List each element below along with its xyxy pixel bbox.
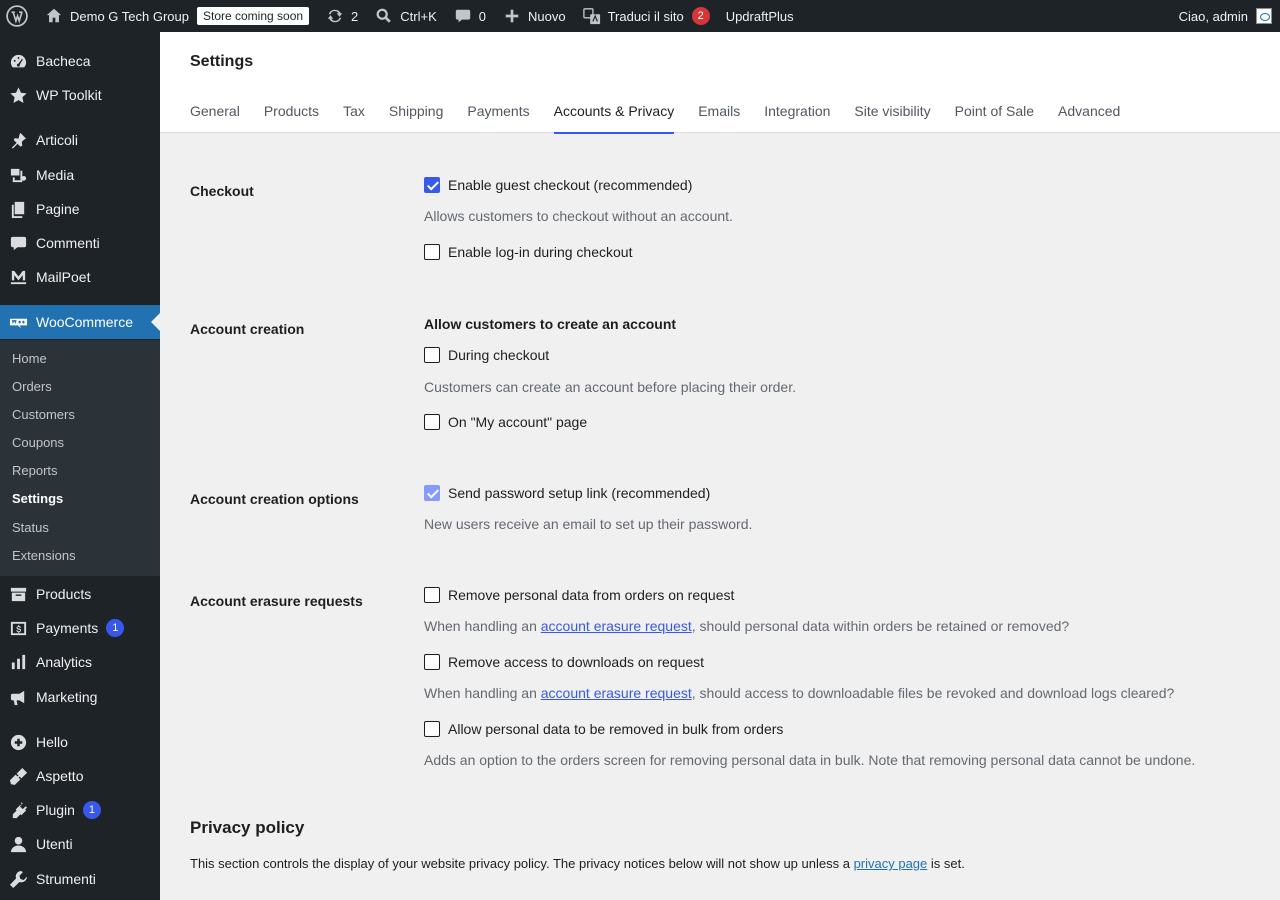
home-icon — [44, 6, 64, 26]
pin-icon — [8, 130, 28, 150]
updraft-label: UpdraftPlus — [725, 8, 794, 24]
checkout-section-label: Checkout — [190, 183, 254, 199]
login-checkout-option[interactable] — [424, 244, 632, 260]
plugin-notification-badge: 1 — [83, 801, 101, 819]
updates-menu[interactable] — [317, 0, 366, 32]
submenu-item-extensions[interactable]: Extensions — [12, 548, 76, 563]
comments-menu[interactable] — [445, 0, 494, 32]
store-status-badge[interactable]: Store coming soon — [197, 0, 317, 32]
remove-orders-data-option[interactable] — [424, 587, 734, 603]
sidebar-item-media[interactable]: Media — [0, 158, 160, 192]
guest-checkout-checkbox[interactable] — [424, 177, 440, 193]
updates-count: 2 — [351, 8, 359, 24]
settings-tabs — [190, 92, 1144, 133]
sidebar-item-marketing[interactable]: Marketing — [0, 680, 160, 714]
creation-options-section-label: Account creation options — [190, 491, 359, 507]
plus-icon — [502, 6, 522, 26]
sidebar-item-aspetto[interactable]: Aspetto — [0, 759, 160, 793]
sidebar-item-pagine[interactable]: Pagine — [0, 192, 160, 226]
privacy-policy-text: This section controls the display of your website privacy policy. The privacy notices below will not show up unless a privacy page is set. — [190, 856, 965, 871]
sidebar-item-woocommerce[interactable]: WooCommerce — [0, 305, 160, 339]
mailpoet-icon — [8, 267, 28, 287]
password-link-label: Send password setup link (recommended) — [448, 485, 711, 501]
tab-shipping[interactable]: Shipping — [388, 103, 444, 119]
remove-downloads-checkbox[interactable] — [424, 654, 440, 670]
tab-site-visibility[interactable]: Site visibility — [854, 103, 931, 119]
my-account-option[interactable] — [424, 414, 587, 430]
remove-orders-data-label: Remove personal data from orders on request — [448, 587, 735, 603]
remove-orders-data-checkbox[interactable] — [424, 587, 440, 603]
account-erasure-request-link-2[interactable]: account erasure request — [540, 685, 692, 701]
sidebar-item-commenti[interactable]: Commenti — [0, 226, 160, 260]
translate-label: Traduci il sito — [607, 8, 684, 24]
archive-icon — [8, 584, 28, 604]
new-label: Nuovo — [528, 8, 566, 24]
chart-icon — [8, 652, 28, 672]
updates-icon — [325, 6, 345, 26]
woo-icon — [8, 312, 28, 332]
submenu-item-coupons[interactable]: Coupons — [12, 435, 65, 450]
guest-checkout-description: Allows customers to checkout without an account. — [424, 208, 733, 224]
tab-advanced[interactable]: Advanced — [1058, 103, 1121, 119]
guest-checkout-label: Enable guest checkout (recommended) — [448, 177, 693, 193]
remove-downloads-description: When handling an account erasure request, should access to downloadable files be revoked and download logs cleared? — [424, 685, 1175, 701]
sidebar-item-products[interactable]: Products — [0, 577, 160, 611]
avatar — [1256, 8, 1272, 24]
search-menu[interactable] — [366, 0, 444, 32]
brush-icon — [8, 766, 28, 786]
sidebar-item-plugin[interactable]: Plugin 1 — [0, 793, 160, 827]
sidebar-item-mailpoet[interactable]: MailPoet — [0, 260, 160, 294]
submenu-item-customers[interactable]: Customers — [12, 407, 75, 422]
search-shortcut: Ctrl+K — [400, 8, 437, 24]
during-checkout-checkbox[interactable] — [424, 347, 440, 363]
comments-count: 0 — [478, 8, 486, 24]
new-content-menu[interactable] — [494, 0, 574, 32]
during-checkout-option[interactable] — [424, 347, 549, 363]
bulk-remove-label: Allow personal data to be removed in bulk from orders — [448, 721, 784, 737]
sidebar-item-wp-toolkit[interactable]: WP Toolkit — [0, 78, 160, 112]
tab-accounts-privacy[interactable]: Accounts & Privacy — [554, 92, 675, 133]
site-name-menu[interactable] — [36, 0, 197, 32]
tab-payments[interactable]: Payments — [467, 103, 530, 119]
sidebar-item-articoli[interactable]: Articoli — [0, 123, 160, 157]
comment-bubble-icon — [453, 6, 473, 26]
privacy-page-link[interactable]: privacy page — [853, 856, 928, 871]
password-link-description: New users receive an email to set up their password. — [424, 516, 753, 532]
during-checkout-description: Customers can create an account before placing their order. — [424, 379, 796, 395]
password-link-option — [424, 485, 710, 501]
star-icon — [8, 85, 28, 105]
password-link-checkbox — [424, 485, 440, 501]
wp-logo-menu[interactable] — [0, 0, 36, 32]
admin-bar — [0, 0, 1280, 32]
megaphone-icon — [8, 687, 28, 707]
bulk-remove-description: Adds an option to the orders screen for removing personal data in bulk. Note that removing personal data cannot be undone. — [424, 752, 1196, 768]
guest-checkout-option[interactable] — [424, 177, 692, 193]
admin-sidebar — [0, 32, 160, 900]
remove-orders-data-description: When handling an account erasure request, should personal data within orders be retained or removed? — [424, 618, 1070, 634]
tab-general[interactable]: General — [190, 103, 240, 119]
remove-downloads-option[interactable] — [424, 654, 704, 670]
site-name: Demo G Tech Group — [70, 8, 189, 24]
account-erasure-request-link[interactable]: account erasure request — [540, 618, 692, 634]
submenu-item-settings[interactable]: Settings — [12, 491, 64, 506]
search-icon — [374, 6, 394, 26]
submenu-item-orders[interactable]: Orders — [12, 379, 52, 394]
sidebar-item-payments[interactable]: Payments 1 — [0, 611, 160, 645]
my-account-checkbox[interactable] — [424, 414, 440, 430]
my-account-label: On "My account" page — [448, 414, 588, 430]
sidebar-item-hello[interactable]: Hello — [0, 725, 160, 759]
bulk-remove-option[interactable] — [424, 721, 783, 737]
erasure-section-label: Account erasure requests — [190, 593, 363, 609]
wordpress-logo-icon — [6, 5, 28, 27]
account-menu[interactable] — [1179, 0, 1272, 32]
page-title: Settings — [190, 53, 254, 70]
submenu-item-home[interactable]: Home — [12, 351, 47, 366]
during-checkout-label: During checkout — [448, 347, 550, 363]
remove-downloads-label: Remove access to downloads on request — [448, 654, 705, 670]
tab-products[interactable]: Products — [263, 103, 320, 119]
tab-point-of-sale[interactable]: Point of Sale — [954, 103, 1035, 119]
account-creation-heading: Allow customers to create an account — [424, 316, 677, 332]
dashboard-icon — [8, 51, 28, 71]
sidebar-item-bacheca[interactable]: Bacheca — [0, 44, 160, 78]
sidebar-item-strumenti[interactable]: Strumenti — [0, 862, 160, 896]
bulk-remove-checkbox[interactable] — [424, 721, 440, 737]
plus-circle-icon — [8, 732, 28, 752]
wrench-icon — [8, 869, 28, 889]
comment-icon — [8, 233, 28, 253]
translate-icon — [582, 6, 602, 26]
privacy-policy-title: Privacy policy — [190, 818, 305, 837]
plugin-icon — [8, 800, 28, 820]
media-icon — [8, 165, 28, 185]
sidebar-item-analytics[interactable]: Analytics — [0, 645, 160, 679]
tab-tax[interactable]: Tax — [343, 103, 365, 119]
account-creation-section-label: Account creation — [190, 321, 305, 337]
settings-header — [160, 32, 1280, 133]
translate-menu[interactable] — [574, 0, 718, 32]
submenu-item-reports[interactable]: Reports — [12, 463, 58, 478]
login-checkout-label: Enable log-in during checkout — [448, 244, 633, 260]
login-checkout-checkbox[interactable] — [424, 244, 440, 260]
tab-integration[interactable]: Integration — [764, 103, 831, 119]
payments-notification-badge: 1 — [106, 619, 124, 637]
greeting: Ciao, admin — [1178, 8, 1248, 24]
updraftplus-menu[interactable] — [718, 0, 802, 32]
pages-icon — [8, 199, 28, 219]
payments-icon — [8, 618, 28, 638]
tab-emails[interactable]: Emails — [698, 103, 741, 119]
submenu-item-status[interactable]: Status — [12, 520, 49, 535]
translate-count-badge: 2 — [692, 7, 710, 25]
woocommerce-submenu — [0, 340, 160, 576]
user-icon — [8, 834, 28, 854]
sidebar-item-utenti[interactable]: Utenti — [0, 827, 160, 861]
